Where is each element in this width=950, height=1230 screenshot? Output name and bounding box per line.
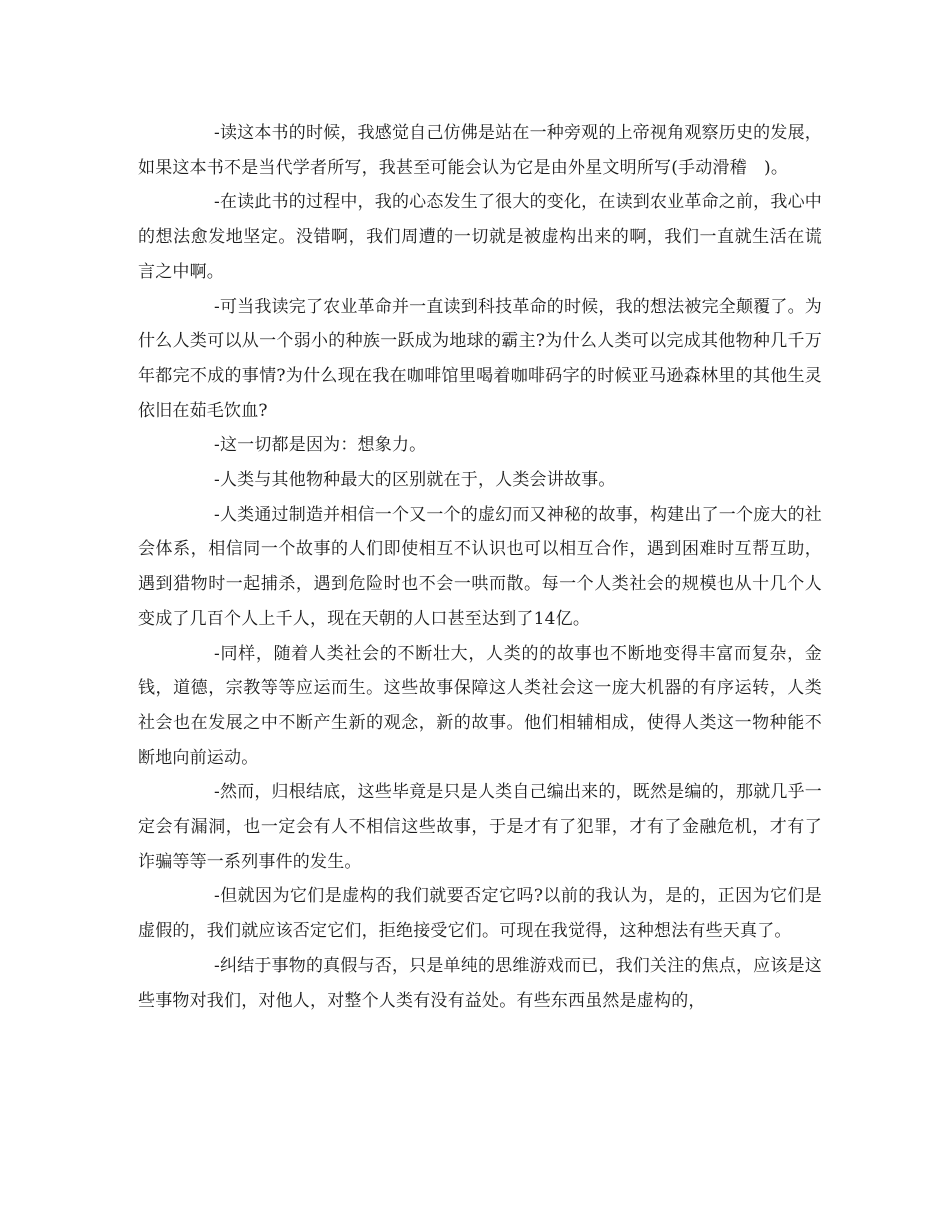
- paragraph-9: -但就因为它们是虚构的我们就要否定它吗?以前的我认为，是的，正因为它们是虚假的，我们就应该否定它们，拒绝接受它们。可现在我觉得，这种想法有些天真了。: [138, 886, 822, 942]
- paragraph-4: -这一切都是因为：想象力。: [214, 435, 427, 456]
- paragraph-3: -可当我读完了农业革命并一直读到科技革命的时候，我的想法被完全颠覆了。为什么人类可以从一个弱小的种族一跃成为地球的霸主?为什么人类可以完成其他物种几千万年都完不成的事情?为什么现在我在咖啡馆里喝着咖啡码字的时候亚马逊森林里的其他生灵依旧在茹毛饮血?: [138, 296, 822, 421]
- paragraph-10: -纠结于事物的真假与否，只是单纯的思维游戏而已，我们关注的焦点，应该是这些事物对我们，对他人，对整个人类有没有益处。有些东西虽然是虚构的，: [138, 955, 822, 1011]
- paragraph-7: -同样，随着人类社会的不断壮大，人类的的故事也不断地变得丰富而复杂，金钱，道德，宗教等等应运而生。这些故事保障这人类社会这一庞大机器的有序运转，人类社会也在发展之中不断产生新的观念，新的故事。他们相辅相成，使得人类这一物种能不断地向前运动。: [138, 643, 822, 768]
- paragraph-8: -然而，归根结底，这些毕竟是只是人类自己编出来的，既然是编的，那就几乎一定会有漏洞，也一定会有人不相信这些故事，于是才有了犯罪，才有了金融危机，才有了诈骗等等一系列事件的发生。: [138, 782, 822, 872]
- document-body: [138, 116, 822, 1018]
- paragraph-5: -人类与其他物种最大的区别就在于，人类会讲故事。: [214, 470, 616, 491]
- paragraph-6: -人类通过制造并相信一个又一个的虚幻而又神秘的故事，构建出了一个庞大的社会体系，相信同一个故事的人们即使相互不认识也可以相互合作，遇到困难时互帮互助，遇到猎物时一起捕杀，遇到危险时也不会一哄而散。每一个人类社会的规模也从十几个人变成了几百个人上千人，现在天朝的人口甚至达到了14亿。: [138, 504, 822, 629]
- paragraph-2: -在读此书的过程中，我的心态发生了很大的变化，在读到农业革命之前，我心中的想法愈发地坚定。没错啊，我们周遭的一切就是被虚构出来的啊，我们一直就生活在谎言之中啊。: [138, 192, 822, 282]
- paragraph-1: -读这本书的时候，我感觉自己仿佛是站在一种旁观的上帝视角观察历史的发展，如果这本书不是当代学者所写，我甚至可能会认为它是由外星文明所写(手动滑稽 )。: [138, 123, 822, 178]
